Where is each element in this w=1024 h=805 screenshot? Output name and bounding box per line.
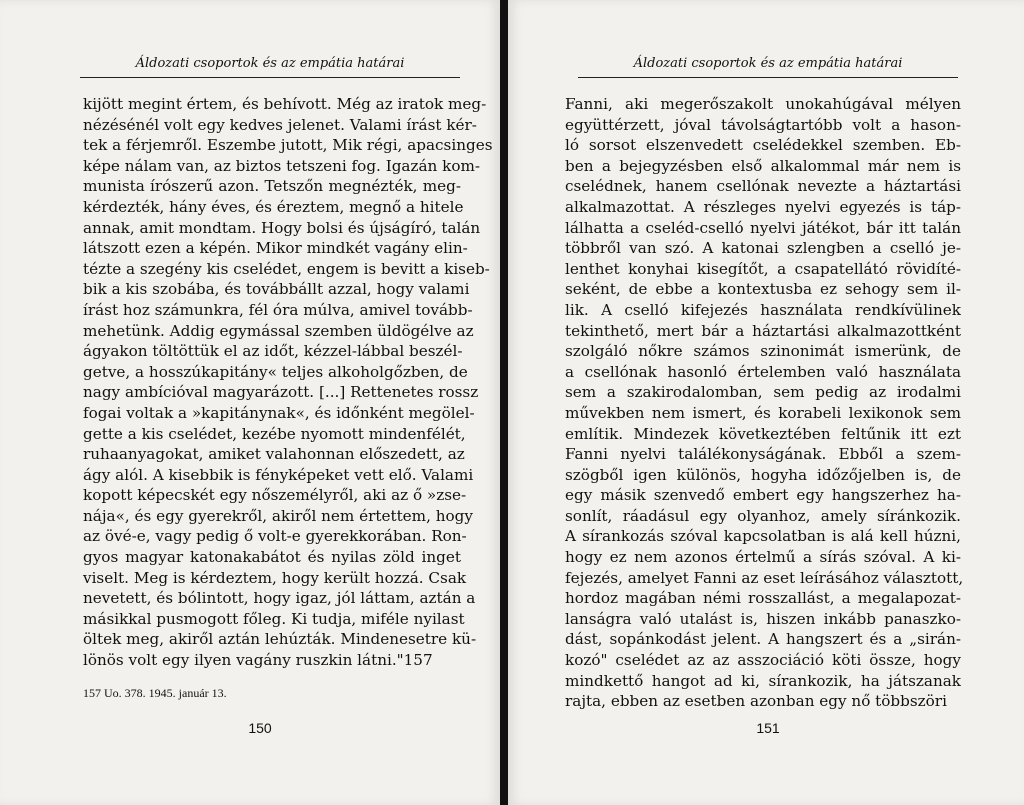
text-line: nája«, és egy gyerekről, akiről nem értettem, hogy	[83, 506, 473, 525]
text-line: kozó" cselédet az az asszociáció köti össze, hogy	[565, 651, 961, 670]
text-line: nagy ambícióval magyarázott. [...] Rettenetes rossz	[83, 383, 479, 402]
body-text	[565, 94, 964, 712]
text-line: együttérzett, jóval távolságtartóbb volt a hason-	[565, 115, 961, 134]
text-line: írást hoz számunkra, fél óra múlva, amivel tovább-	[83, 300, 473, 319]
page-number: 150	[248, 720, 272, 736]
text-line: bik a kis szobába, és továbbállt azzal, hogy valami	[83, 280, 470, 299]
text-line: A sírankozás szóval kapcsolatban is alá kell húzni,	[565, 527, 961, 546]
text-line: tek a férjemről. Eszembe jutott, Mik régi, apacsinges	[83, 136, 493, 155]
text-line: művekben nem ismert, és korabeli lexikonok sem	[565, 403, 961, 422]
text-line: kopott képecskét egy nőszemélyről, aki az ő »zse-	[83, 486, 467, 505]
text-line: dást, sopánkodást jelent. A hangszert és a „sirán-	[565, 630, 961, 649]
text-line: lenthet konyhai kisegítőt, a csapatellátó rövidíté-	[565, 259, 961, 278]
text-line: sem a szakirodalomban, sem pedig az irodalmi	[565, 383, 961, 402]
header-rule	[80, 77, 460, 78]
text-line: látszott ezen a képén. Mikor mindkét vagány elin-	[83, 239, 468, 258]
text-line: egy másik szenvedő embert egy hangszerhez ha-	[565, 486, 961, 505]
text-line: kijött megint értem, és behívott. Még az iratok meg-	[83, 95, 487, 113]
text-line: rajta, ebben az esetben azonban egy nő többszöri	[565, 692, 947, 711]
text-line: többről van szó. A katonai szlengben a cselló je-	[565, 239, 961, 258]
text-line: lik. A cselló kifejezés használata rendkívülinek	[565, 300, 961, 319]
text-line: lálhatta a cseléd-cselló nyelvi játékot, bár itt talán	[565, 218, 961, 237]
text-line: lanságra való utalást is, hiszen inkább panaszko-	[565, 609, 961, 628]
text-line: említik. Mindezek következtében feltűnik itt ezt	[565, 424, 961, 443]
text-line: a csellónak hasonló értelemben való használata	[565, 362, 961, 381]
text-line: öltek meg, akiről aztán lehúzták. Mindenesetre kü-	[83, 630, 477, 649]
text-line: seként, de ebbe a kontextusba ez sehogy sem il-	[565, 280, 961, 299]
text-line: az övé-e, vagy pedig ő volt-e gyerekkorában. Ron-	[83, 527, 467, 546]
text-line: hogy ez nem azonos értelmű a sírás szóval. A ki-	[565, 548, 961, 567]
text-line: gyos magyar katonakabátot és nyilas zöld inget	[83, 548, 461, 567]
text-line: fogai voltak a »kapitánynak«, és időnként megölel-	[83, 403, 475, 422]
text-line: Fanni nyelvi találékonyságának. Ebből a szem-	[565, 445, 961, 464]
running-header: Áldozati csoportok és az empátia határai	[135, 56, 405, 71]
text-line: alkalmazottat. A részleges nyelvi egyezés is táp-	[565, 197, 961, 216]
text-line: sonlít, ráadásul egy olyanhoz, amely síránkozik.	[565, 506, 961, 525]
book-gutter	[500, 0, 508, 805]
body-text	[83, 94, 493, 671]
text-line: ágyakon töltöttük el az időt, kézzel-lábbal beszél-	[83, 342, 463, 361]
text-line: mindkettő hangot ad ki, sírankozik, ha játszanak	[565, 671, 961, 690]
text-line: getve, a hosszúkapitány« teljes alkoholgőzben, de	[83, 362, 468, 381]
text-line: képe nálam van, az biztos tetszeni fog. Igazán kom-	[83, 156, 481, 175]
text-line: tekinthető, mert bár a háztartási alkalmazottként	[565, 321, 961, 340]
running-header: Áldozati csoportok és az empátia határai	[633, 56, 903, 71]
text-line: szolgáló nőkre számos szinonimát ismerünk, de	[565, 342, 961, 361]
text-line: kérdezték, hány éves, és éreztem, megnő a hitele	[83, 197, 464, 216]
text-line: ben a bejegyzésben első alkalommal már nem is	[565, 156, 961, 175]
text-line: tézte a szegény kis cselédet, engem is bevitt a kiseb-	[83, 259, 490, 278]
text-line: hordoz magában némi rosszallást, a megalapozat-	[565, 589, 961, 608]
left-page	[0, 0, 500, 805]
text-line: annak, amit mondtam. Hogy bolsi és újságíró, talán	[83, 218, 481, 237]
text-line: mehetünk. Addig egymással szemben üldögélve az	[83, 321, 474, 340]
text-line: gette a kis cselédet, kezébe nyomott mindenfélét,	[83, 424, 466, 443]
text-line: ruhaanyagokat, amiket valahonnan előszedett, az	[83, 445, 465, 464]
footnote: 157 Uo. 378. 1945. január 13.	[83, 686, 227, 700]
text-line: cselédnek, hanem csellónak nevezte a háztartási	[565, 177, 961, 196]
text-line: nézésénél volt egy kedves jelenet. Valami írást kér-	[83, 115, 477, 134]
text-line: ló sorsot elszenvedett cselédekkel szemben. Eb-	[565, 136, 961, 155]
text-line: másikkal pusmogott főleg. Ki tudja, miféle nyilast	[83, 609, 465, 628]
text-line: viselt. Meg is kérdeztem, hogy került hozzá. Csak	[83, 568, 467, 587]
text-line: nevetett, és bólintott, hogy igaz, jól láttam, aztán a	[83, 589, 476, 608]
text-line: lönös volt egy ilyen vagány ruszkin látni."157	[83, 651, 433, 670]
text-line: szögből igen különös, hogyha időzőjelben is, de	[565, 465, 961, 484]
text-line: ágy alól. A kisebbik is fényképeket vett elő. Valami	[83, 465, 474, 484]
page-number: 151	[756, 720, 780, 736]
text-line: munista írószerű azon. Tetszőn megnézték, meg-	[83, 177, 461, 196]
text-line: Fanni, aki megerőszakolt unokahúgával mélyen	[565, 95, 961, 113]
header-rule	[578, 77, 958, 78]
text-line: fejezés, amelyet Fanni az eset leírásához választott,	[565, 568, 964, 587]
right-page	[508, 0, 1024, 805]
